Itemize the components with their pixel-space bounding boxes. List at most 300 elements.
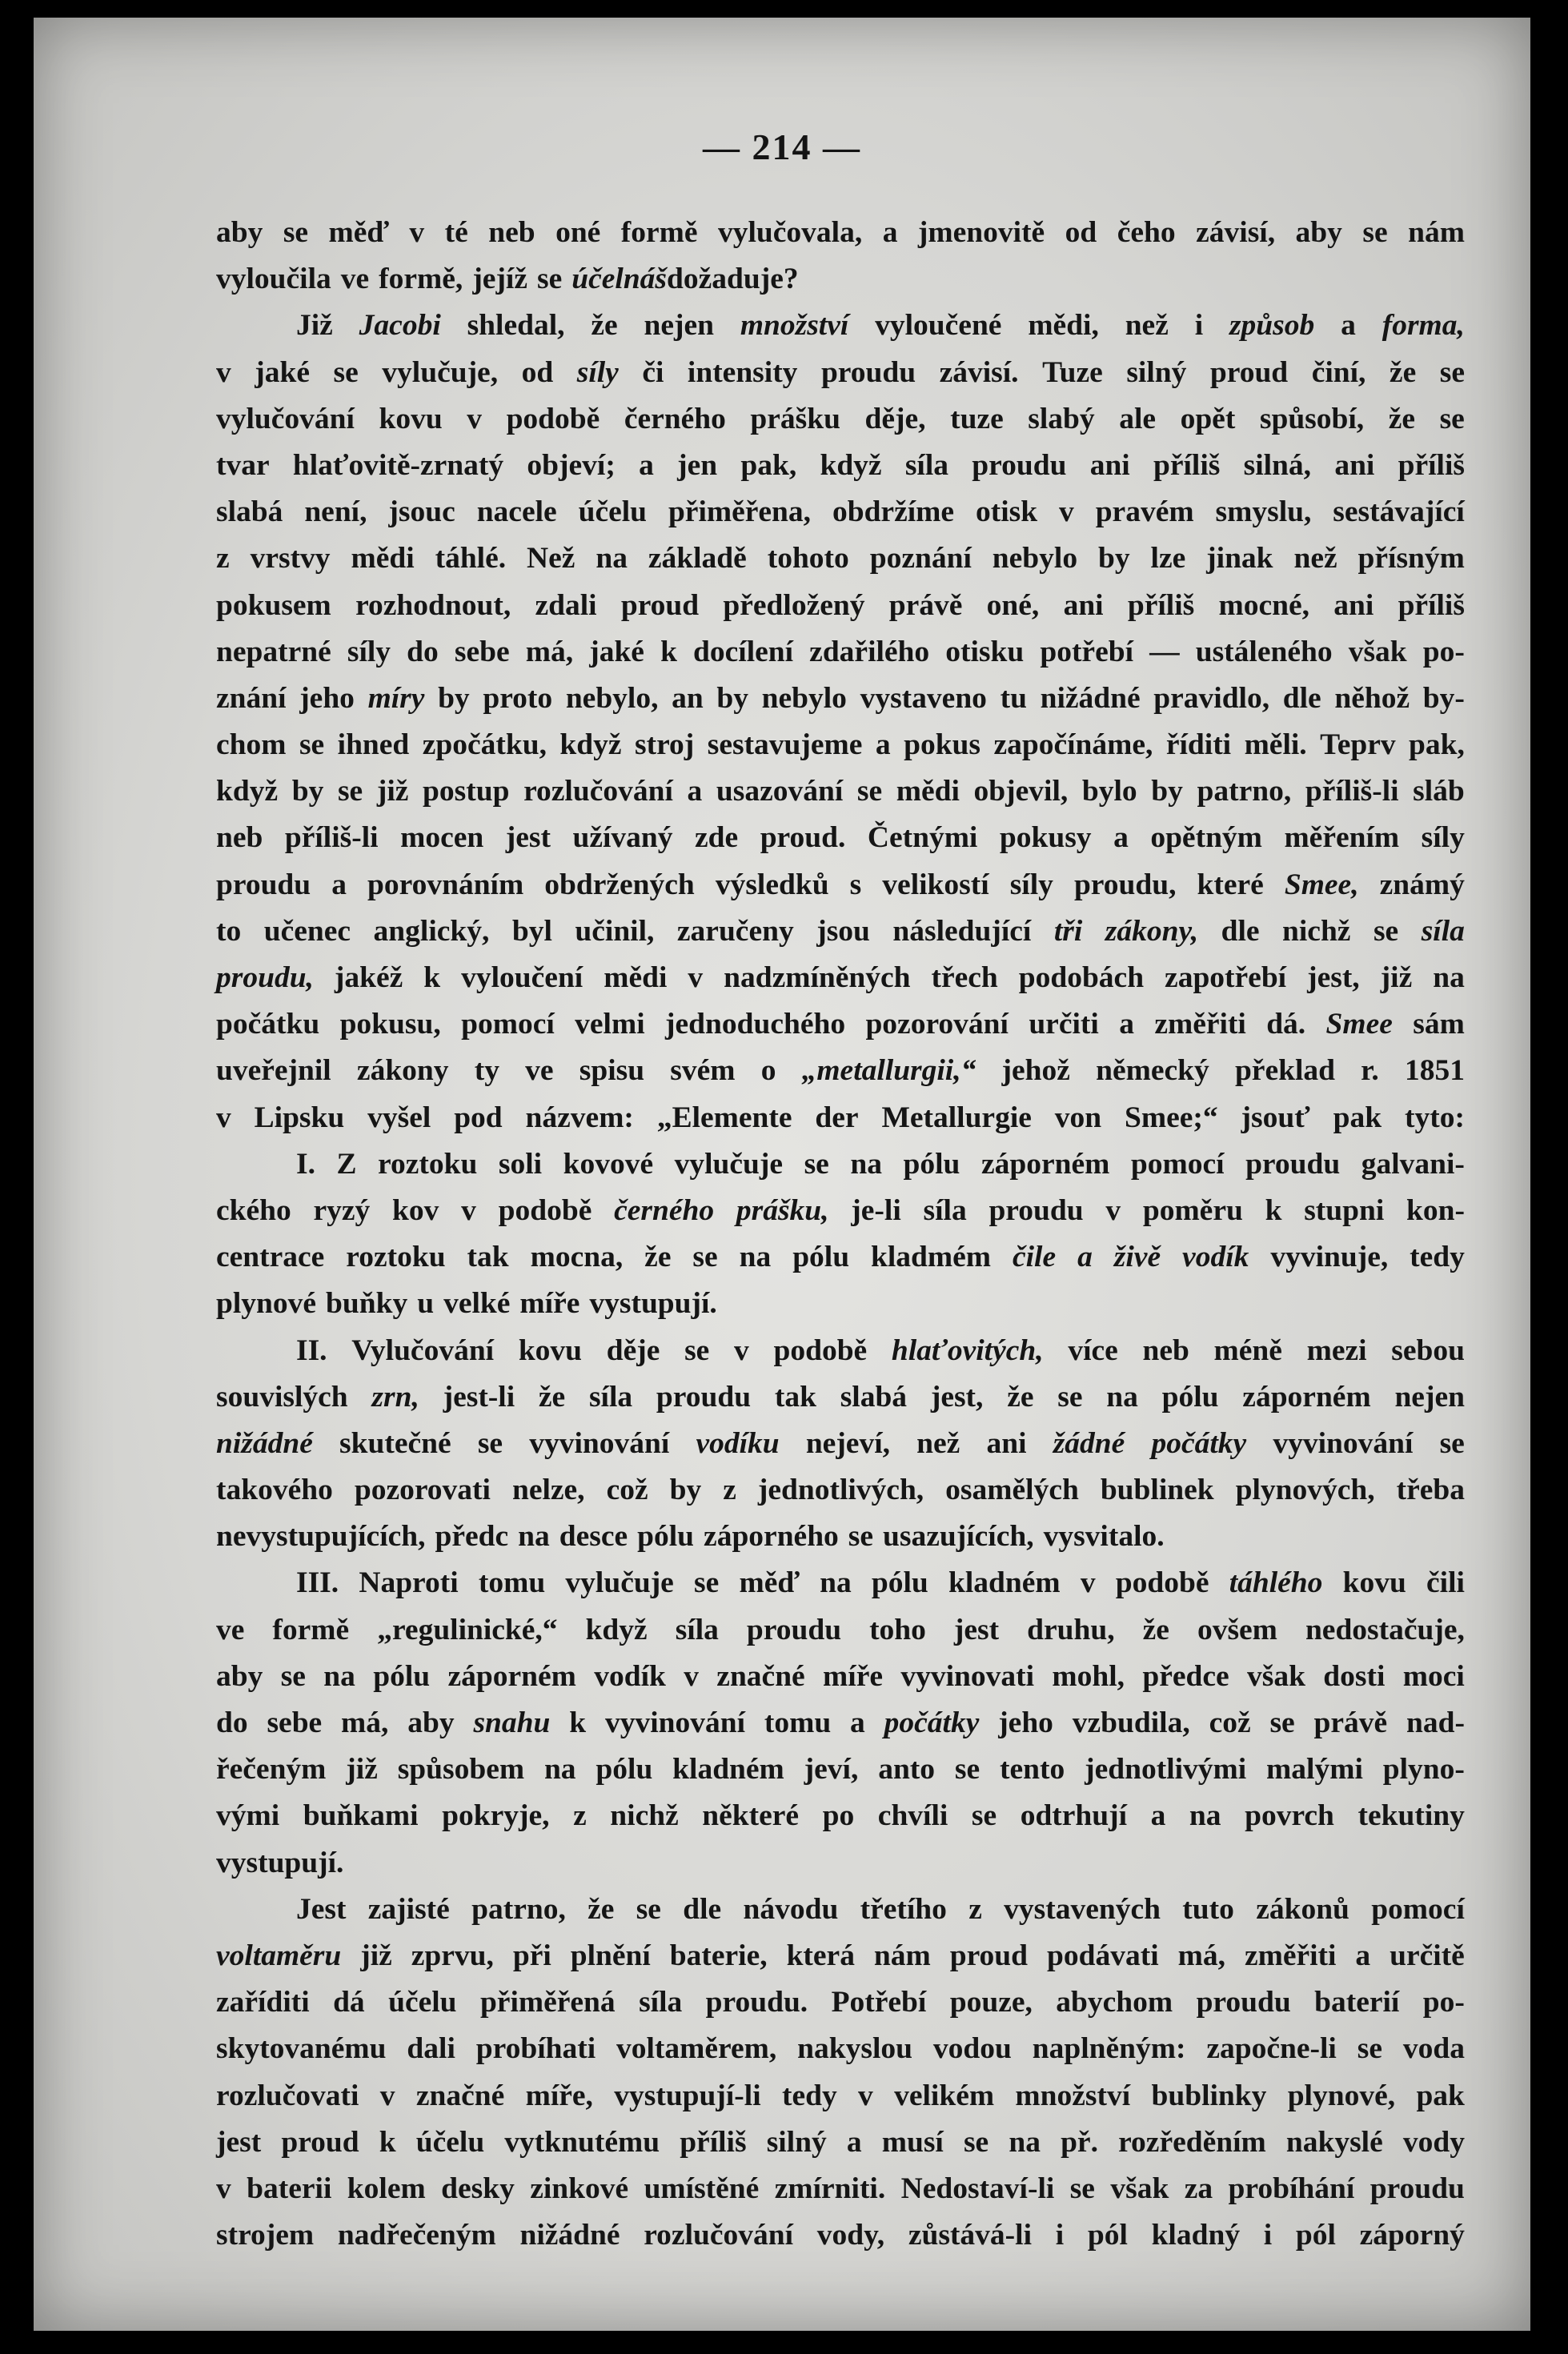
text-line: [216, 1421, 1465, 1467]
word: nebylo,: [565, 681, 659, 715]
word: nebylo: [992, 542, 1078, 575]
word: dá: [333, 1986, 365, 2019]
word: nejen: [1394, 1380, 1465, 1414]
word: lze: [1150, 542, 1186, 575]
word: by: [669, 1474, 702, 1507]
word: stroj: [634, 728, 695, 762]
word: „Elemente: [656, 1101, 792, 1134]
word: rozhodnout,: [355, 588, 511, 622]
word: plynové: [216, 1287, 317, 1321]
word: i: [1263, 2219, 1273, 2252]
word: již: [360, 1939, 392, 1972]
word: nižádné: [519, 2219, 620, 2252]
word: povrch: [1245, 1799, 1334, 1833]
word: vylučuje: [565, 1566, 674, 1600]
word: zdařilého: [809, 635, 930, 668]
word: vyvinování: [604, 1706, 745, 1739]
emphasized-word: snahu: [473, 1706, 551, 1739]
word: na: [518, 1520, 550, 1554]
emphasized-word: síla: [1421, 914, 1465, 948]
text-line: [216, 1840, 1465, 1887]
text-line: [216, 955, 1465, 1001]
emphasized-word: míry: [367, 681, 425, 715]
word: a: [331, 868, 347, 901]
word: znání: [216, 681, 287, 715]
emphasized-word: zákony,: [1105, 914, 1199, 948]
word: a: [1341, 309, 1356, 343]
word: třeba: [1396, 1474, 1465, 1507]
word: se: [537, 263, 563, 296]
text-line: [216, 1654, 1465, 1700]
word: jehož: [1001, 1054, 1070, 1088]
word: tvar: [216, 448, 270, 482]
word: usazování: [716, 775, 844, 808]
word: otisku: [945, 635, 1025, 668]
word: pak: [1333, 1101, 1382, 1134]
word: na: [323, 1659, 355, 1693]
word: u: [417, 1287, 435, 1321]
word: nejen: [644, 309, 714, 343]
word: se: [694, 1566, 720, 1600]
word: než: [916, 1426, 960, 1460]
emphasized-word: Smee,: [1284, 868, 1359, 901]
word: na: [1106, 1380, 1138, 1414]
word: vyvinuje,: [1270, 1241, 1389, 1274]
word: jsou: [816, 914, 870, 948]
word: vyloučení: [461, 961, 583, 994]
word: pomocí: [1371, 1892, 1465, 1926]
word: smyslu,: [1215, 495, 1312, 529]
word: II.: [296, 1333, 327, 1367]
text-line: [216, 1467, 1465, 1514]
word: v: [216, 355, 231, 389]
word: sám: [1413, 1008, 1465, 1041]
word: ve: [216, 1613, 245, 1646]
word: ani: [1089, 448, 1130, 482]
word: pólu: [792, 1241, 850, 1274]
word: se: [280, 1659, 306, 1693]
word: se: [299, 728, 325, 762]
word: by: [1151, 775, 1183, 808]
word: by: [291, 775, 324, 808]
word: vyvinování: [1273, 1426, 1414, 1460]
word: do: [407, 635, 439, 668]
word: nevystupujících,: [216, 1520, 426, 1554]
word: pak: [1416, 2079, 1465, 2112]
word: aby: [216, 216, 263, 249]
word: jednotlivými: [1085, 1753, 1247, 1787]
word: Tuze: [1042, 355, 1103, 389]
word: sestavujeme: [707, 728, 863, 762]
word: vody,: [816, 2219, 885, 2252]
word: se: [283, 216, 309, 249]
text-line: [216, 862, 1465, 908]
word: má,: [525, 635, 574, 668]
word: že: [1142, 1613, 1169, 1646]
word: proudu: [746, 1613, 842, 1646]
word: kladmém: [871, 1241, 992, 1274]
word: vyvinovati: [900, 1659, 1035, 1693]
word: v: [734, 1333, 749, 1367]
word: se: [1439, 1426, 1465, 1460]
text-line: [216, 1514, 1465, 1560]
word: pak,: [740, 448, 797, 482]
word: obdržených: [544, 868, 695, 901]
book-page: [34, 18, 1530, 2331]
word: pólu: [871, 1566, 928, 1600]
word: jsouť: [1241, 1101, 1310, 1134]
word: proudu: [820, 355, 916, 389]
word: příliš-li: [284, 821, 379, 855]
word: galvani-: [1361, 1147, 1465, 1181]
word: neb: [1142, 1333, 1189, 1367]
word: počátku: [216, 1008, 320, 1041]
text-line: [216, 350, 1465, 396]
word: síla: [923, 1193, 967, 1227]
word: aby: [216, 1659, 263, 1693]
text-line: [216, 1933, 1465, 1979]
word: ani: [1334, 448, 1375, 482]
text-line: [216, 1095, 1465, 1141]
text-line: [216, 1700, 1465, 1746]
word: se: [1373, 914, 1399, 948]
word: proud: [620, 588, 700, 622]
text-line: [216, 1374, 1465, 1421]
word: mocna,: [530, 1241, 624, 1274]
word: pólu: [596, 1753, 653, 1787]
word: aby: [1295, 216, 1342, 249]
word: méně: [1213, 1333, 1282, 1367]
word: pozorovati: [354, 1474, 491, 1507]
word: slabý: [1028, 402, 1095, 435]
word: jaké: [255, 355, 311, 389]
word: Potřebí: [831, 1986, 927, 2019]
text-line: [216, 1746, 1465, 1793]
word: vyšel: [367, 1101, 431, 1134]
word: pokusu,: [339, 1008, 441, 1041]
word: měď: [328, 216, 389, 249]
word: mědi: [604, 961, 668, 994]
word: vystupují-li: [614, 2079, 761, 2112]
word: míře: [519, 1287, 580, 1321]
word: kon-: [1406, 1193, 1465, 1227]
text-line: [216, 443, 1465, 489]
word: záporném: [1242, 1380, 1371, 1414]
word: na: [1189, 1799, 1221, 1833]
text-line: [216, 396, 1465, 443]
word: se: [692, 1241, 718, 1274]
word: stupni: [1304, 1193, 1385, 1227]
word: užívaný: [572, 821, 673, 855]
word: tomu: [764, 1706, 832, 1739]
text-line: [216, 1234, 1465, 1281]
emphasized-word: tři: [1053, 914, 1083, 948]
word: toho: [869, 1613, 926, 1646]
word: formě: [272, 1613, 350, 1646]
word: vylučuje: [674, 1147, 784, 1181]
word: překlad: [1234, 1054, 1335, 1088]
emphasized-word: množství: [740, 309, 849, 343]
word: opět: [1180, 402, 1236, 435]
word: osamělých: [945, 1474, 1079, 1507]
text-line: [216, 2166, 1465, 2212]
word: se: [954, 1753, 981, 1787]
word: dá.: [1266, 1008, 1306, 1041]
emphasized-word: živě: [1113, 1241, 1161, 1274]
word: proud.: [760, 821, 846, 855]
word: kovu: [518, 1333, 583, 1367]
word: což: [1209, 1706, 1251, 1739]
word: i: [1055, 2219, 1065, 2252]
word: slabá: [216, 495, 283, 529]
word: plynové,: [1287, 2079, 1396, 2112]
word: vylučování: [216, 402, 355, 435]
word: nám: [873, 1939, 931, 1972]
word: jmenovitě: [917, 216, 1045, 249]
word: skutečné: [339, 1426, 451, 1460]
word: silná,: [1243, 448, 1312, 482]
word: 1851: [1404, 1054, 1465, 1088]
word: moci: [1402, 1659, 1465, 1693]
word: vystupují.: [589, 1287, 717, 1321]
word: již: [1380, 961, 1413, 994]
word: velké: [443, 1287, 511, 1321]
word: kovu: [1342, 1566, 1406, 1600]
word: silný: [766, 2125, 827, 2159]
word: nacele: [476, 495, 557, 529]
word: za: [1184, 2172, 1213, 2205]
word: určiti: [1029, 1008, 1099, 1041]
word: vzbudila,: [1072, 1706, 1190, 1739]
word: dle: [683, 1892, 722, 1926]
word: pokryje,: [442, 1799, 550, 1833]
word: na: [543, 1753, 576, 1787]
word: že: [538, 1380, 566, 1414]
word: měřením: [1284, 821, 1400, 855]
word: se: [477, 1426, 503, 1460]
text-line: [216, 815, 1465, 861]
word: sebou: [1391, 1333, 1465, 1367]
emphasized-word: náš: [623, 263, 668, 296]
word: se: [1269, 1706, 1295, 1739]
word: když: [216, 775, 279, 808]
word: der: [815, 1101, 859, 1134]
word: učinil,: [575, 914, 655, 948]
word: v: [467, 402, 483, 435]
text-line: [216, 1328, 1465, 1374]
word: tohoto: [767, 542, 849, 575]
word: po-: [1422, 1986, 1465, 2019]
word: proudu.: [705, 1986, 808, 2019]
word: děje,: [864, 402, 926, 435]
word: ve: [340, 263, 370, 296]
word: Naproti: [359, 1566, 459, 1600]
word: síla: [588, 1380, 633, 1414]
word: pól: [1295, 2219, 1336, 2252]
word: však: [1247, 1659, 1305, 1693]
word: kov: [392, 1193, 439, 1227]
word: roztoku: [346, 1241, 446, 1274]
word: jeví,: [804, 1753, 859, 1787]
word: vylučovala,: [718, 216, 863, 249]
word: proud: [949, 1939, 1029, 1972]
word: ani: [1063, 588, 1104, 622]
page-text: [216, 210, 1465, 2259]
word: desce: [559, 1520, 628, 1554]
word: strojem: [216, 2219, 315, 2252]
word: pokusy: [999, 821, 1092, 855]
word: pomocí: [1130, 1147, 1225, 1181]
word: neb: [216, 821, 263, 855]
word: která: [786, 1939, 855, 1972]
word: jsouc: [388, 495, 455, 529]
word: bublinek: [1100, 1474, 1214, 1507]
word: započne-li: [1206, 2032, 1337, 2066]
word: německý: [1096, 1054, 1209, 1088]
word: má,: [1177, 1939, 1225, 1972]
word: čili: [1426, 1566, 1465, 1600]
word: jest: [216, 2125, 262, 2159]
word: v: [684, 1659, 699, 1693]
word: síla: [675, 1613, 719, 1646]
word: jinak: [1206, 542, 1273, 575]
word: ve: [525, 1054, 554, 1088]
word: učenec: [263, 914, 351, 948]
text-line: [216, 768, 1465, 815]
word: ihned: [337, 728, 410, 762]
word: zdali: [535, 588, 597, 622]
text-line: [216, 1188, 1465, 1234]
word: a: [1113, 821, 1129, 855]
word: postup: [423, 775, 510, 808]
word: z: [723, 1474, 736, 1507]
word: vyvinování: [529, 1426, 670, 1460]
word: baterií: [1314, 1986, 1400, 2019]
word: Nedostaví-li: [900, 2172, 1055, 2205]
word: zde: [695, 821, 739, 855]
word: té: [444, 216, 468, 249]
word: měli.: [1244, 728, 1307, 762]
word: baterie,: [669, 1939, 768, 1972]
word: zprvu,: [411, 1939, 494, 1972]
word: i: [1194, 309, 1204, 343]
emphasized-word: zrn,: [371, 1380, 419, 1414]
word: není,: [304, 495, 367, 529]
word: zinkové: [530, 2172, 629, 2205]
text-line: [216, 303, 1465, 349]
word: malými: [1266, 1753, 1363, 1787]
word: záporném: [447, 1659, 576, 1693]
word: po-: [1422, 635, 1465, 668]
word: nadřečeným: [337, 2219, 496, 2252]
word: se: [1439, 402, 1465, 435]
word: některé: [702, 1799, 800, 1833]
word: v: [461, 1193, 476, 1227]
word: zůstává-li: [908, 2219, 1033, 2252]
word: silný: [1126, 355, 1187, 389]
word: vrstvy: [250, 542, 331, 575]
word: děje: [606, 1333, 660, 1367]
word: že: [591, 309, 618, 343]
word: či: [642, 355, 664, 389]
word: druhu,: [1027, 1613, 1115, 1646]
text-line: [216, 256, 1465, 303]
word: dle: [1221, 914, 1260, 948]
word: kovové: [563, 1147, 654, 1181]
word: síly: [1421, 821, 1465, 855]
word: třech: [931, 961, 998, 994]
text-line: [216, 1979, 1465, 2026]
word: velikém: [894, 2079, 995, 2112]
word: vyloučila: [216, 263, 331, 296]
word: síla: [904, 448, 949, 482]
word: v: [409, 216, 425, 249]
word: předce: [1142, 1659, 1229, 1693]
word: abychom: [1056, 1986, 1173, 2019]
text-line: [216, 1607, 1465, 1654]
word: se: [963, 2125, 989, 2159]
word: buňkami: [303, 1799, 419, 1833]
word: k: [660, 635, 677, 668]
emphasized-word: Jacobi: [359, 309, 441, 343]
word: dle: [1282, 681, 1321, 715]
word: Metallurgie: [881, 1101, 1032, 1134]
word: baterii: [247, 2172, 332, 2205]
word: závisí,: [1196, 216, 1276, 249]
word: př.: [1061, 2125, 1098, 2159]
word: k: [423, 961, 441, 994]
word: pólu: [1161, 1380, 1219, 1414]
word: a: [1355, 1939, 1371, 1972]
word: vytknutému: [504, 2125, 660, 2159]
word: dali: [407, 2032, 455, 2066]
word: Již: [296, 309, 333, 343]
word: tyto:: [1405, 1101, 1465, 1134]
word: proudu: [656, 1380, 752, 1414]
word: voda: [1402, 2032, 1465, 2066]
word: tekutiny: [1357, 1799, 1465, 1833]
word: zapotřebí: [1165, 961, 1287, 994]
word: jakéž: [334, 961, 403, 994]
word: kladném: [948, 1566, 1061, 1600]
word: rozlučování: [644, 2219, 794, 2252]
word: usazujících,: [883, 1520, 1034, 1554]
word: účelu: [415, 2125, 485, 2159]
word: proudu: [989, 1193, 1084, 1227]
word: něhož: [1334, 681, 1410, 715]
word: započínáme,: [993, 728, 1153, 762]
word: což: [606, 1474, 648, 1507]
word: v: [1080, 1566, 1096, 1600]
word: od: [521, 355, 554, 389]
word: soli: [498, 1147, 543, 1181]
word: anglický,: [373, 914, 490, 948]
text-line: [216, 489, 1465, 535]
word: jest: [505, 821, 551, 855]
emphasized-word: černého: [614, 1193, 715, 1227]
word: z: [573, 1799, 587, 1833]
word: však: [1110, 2172, 1169, 2205]
emphasized-word: forma,: [1382, 309, 1465, 343]
word: vystavených: [1004, 1892, 1161, 1926]
word: probíhání: [1228, 2172, 1355, 2205]
word: než: [1125, 309, 1169, 343]
word: sestávající: [1333, 495, 1465, 529]
word: neb: [488, 216, 535, 249]
emphasized-word: prášku,: [736, 1193, 829, 1227]
word: buňky: [326, 1287, 408, 1321]
word: —: [1149, 635, 1180, 668]
